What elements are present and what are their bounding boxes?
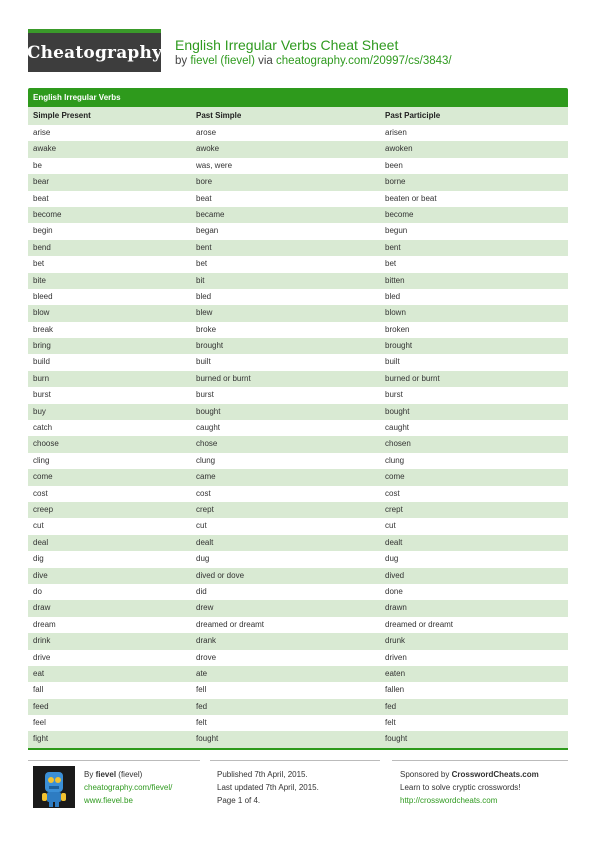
table-cell: awoken	[385, 144, 413, 154]
table-cell: arisen	[385, 128, 407, 137]
table-row	[28, 191, 568, 207]
table-cell: blew	[196, 308, 213, 318]
sponsor-tagline: Learn to solve cryptic crosswords!	[400, 783, 521, 792]
table-cell: blown	[385, 308, 406, 318]
table-header-row	[28, 107, 568, 125]
footer-author	[84, 768, 172, 807]
table-row	[28, 535, 568, 551]
table-cell: blow	[33, 308, 50, 318]
table-cell: fallen	[385, 685, 405, 695]
table-cell: dig	[33, 554, 44, 564]
table-cell: felt	[196, 718, 207, 728]
footer-author-name: fievel	[95, 770, 117, 779]
table-row	[28, 469, 568, 485]
table-cell: fought	[385, 734, 408, 744]
footer-divider	[210, 760, 380, 761]
table-row	[28, 404, 568, 420]
via-text: via	[258, 55, 273, 67]
table-cell: crept	[196, 504, 214, 514]
footer-sponsor	[400, 768, 539, 807]
table-cell: dive	[33, 570, 48, 580]
table-cell: drew	[196, 603, 214, 613]
column-header: Past Participle	[385, 111, 441, 120]
table-cell: clung	[385, 455, 405, 465]
table-cell: ate	[196, 668, 208, 678]
table-row	[28, 207, 568, 223]
table-cell: felt	[385, 718, 396, 728]
footer-dates	[217, 768, 319, 807]
table-cell: drunk	[385, 636, 406, 646]
verbs-table	[28, 88, 568, 750]
table-row	[28, 305, 568, 321]
table-row	[28, 338, 568, 354]
table-cell: bear	[33, 177, 50, 187]
table-row	[28, 518, 568, 534]
table-cell: dealt	[385, 537, 403, 547]
table-cell: be	[33, 160, 42, 170]
footer-author-paren: (fievel)	[118, 770, 143, 779]
table-cell: bet	[196, 259, 208, 269]
table-cell: choose	[33, 439, 59, 449]
table-row	[28, 240, 568, 256]
table-cell: cut	[196, 521, 207, 531]
table-cell: cling	[33, 455, 50, 465]
table-row	[28, 273, 568, 289]
table-row	[28, 371, 568, 387]
table-row	[28, 125, 568, 141]
table-row	[28, 420, 568, 436]
table-cell: dived	[385, 570, 405, 580]
table-bottom-rule	[28, 748, 568, 750]
table-row	[28, 699, 568, 715]
sponsor-name: CrosswordCheats.com	[451, 770, 539, 779]
table-cell: become	[33, 209, 62, 219]
table-row	[28, 387, 568, 403]
table-row	[28, 174, 568, 190]
table-cell: creep	[33, 504, 54, 514]
table-row	[28, 551, 568, 567]
table-cell: build	[33, 357, 50, 367]
table-cell: beat	[33, 193, 49, 203]
table-cell: built	[196, 357, 211, 367]
author-link[interactable]: fievel (fievel)	[190, 55, 255, 67]
website-link[interactable]: www.fievel.be	[84, 796, 133, 805]
table-cell: bite	[33, 275, 46, 285]
table-cell: fed	[196, 701, 208, 711]
table-cell: driven	[385, 652, 407, 662]
table-row	[28, 502, 568, 518]
published-date: Published 7th April, 2015.	[217, 770, 308, 779]
table-cell: bought	[385, 406, 410, 416]
table-row	[28, 256, 568, 272]
table-row	[28, 141, 568, 157]
table-cell: cost	[196, 488, 211, 498]
table-cell: come	[385, 472, 405, 482]
table-cell: become	[385, 209, 414, 219]
table-cell: been	[385, 160, 403, 170]
table-cell: drove	[196, 652, 217, 662]
table-cell: bitten	[385, 275, 405, 285]
table-cell: fight	[33, 734, 49, 744]
footer-by-label: By	[84, 770, 94, 779]
table-cell: feel	[33, 718, 46, 728]
table-cell: became	[196, 209, 225, 219]
table-cell: burn	[33, 373, 50, 383]
table-cell: done	[385, 586, 403, 596]
table-row	[28, 289, 568, 305]
byline	[175, 55, 452, 67]
table-cell: drive	[33, 652, 51, 662]
table-cell: bleed	[33, 291, 53, 301]
logo-text: Cheatography	[26, 42, 163, 63]
table-cell: bring	[33, 341, 51, 351]
table-row	[28, 453, 568, 469]
by-prefix: by	[175, 55, 188, 67]
table-cell: catch	[33, 423, 53, 433]
column-header: Simple Present	[33, 111, 91, 120]
table-cell: bend	[33, 242, 51, 252]
table-cell: crept	[385, 504, 403, 514]
table-cell: break	[33, 324, 54, 334]
table-row	[28, 354, 568, 370]
table-cell: bled	[385, 291, 401, 301]
table-cell: burst	[196, 390, 214, 400]
table-row	[28, 617, 568, 633]
page-number: Page 1 of 4.	[217, 796, 261, 805]
table-cell: beaten or beat	[385, 193, 437, 203]
table-row	[28, 436, 568, 452]
table-row	[28, 666, 568, 682]
table-cell: bent	[196, 242, 212, 252]
table-cell: burst	[385, 390, 403, 400]
table-cell: feed	[33, 701, 49, 711]
table-row	[28, 158, 568, 174]
table-cell: dream	[33, 619, 56, 629]
footer-divider	[28, 760, 200, 761]
table-cell: began	[196, 226, 219, 236]
table-cell: chosen	[385, 439, 411, 449]
table-cell: cost	[33, 488, 48, 498]
table-row	[28, 486, 568, 502]
table-cell: drink	[33, 636, 51, 646]
table-row	[28, 682, 568, 698]
table-row	[28, 731, 568, 747]
table-cell: cost	[385, 488, 400, 498]
table-cell: dreamed or dreamt	[196, 619, 265, 629]
table-row	[28, 715, 568, 731]
updated-date: Last updated 7th April, 2015.	[217, 783, 319, 792]
table-cell: dreamed or dreamt	[385, 619, 454, 629]
table-cell: burned or burnt	[385, 373, 440, 383]
robot-avatar-icon	[33, 766, 75, 808]
table-cell: come	[33, 472, 53, 482]
table-cell: burst	[33, 390, 51, 400]
table-cell: arose	[196, 128, 217, 137]
table-cell: arise	[33, 128, 51, 137]
sheet-url-link[interactable]: cheatography.com/20997/cs/3843/	[276, 55, 452, 67]
table-cell: did	[196, 586, 207, 596]
table-body	[28, 125, 568, 748]
table-cell: awake	[33, 144, 57, 154]
author-avatar	[33, 766, 75, 808]
table-row	[28, 584, 568, 600]
table-cell: built	[385, 357, 400, 367]
table-cell: fought	[196, 734, 219, 744]
table-cell: eaten	[385, 668, 406, 678]
table-cell: dug	[196, 554, 210, 564]
table-cell: chose	[196, 439, 218, 449]
cheatography-logo[interactable]	[28, 29, 161, 72]
table-cell: deal	[33, 537, 49, 547]
table-cell: fell	[196, 685, 207, 695]
table-cell: bent	[385, 242, 401, 252]
column-header: Past Simple	[196, 111, 242, 120]
table-cell: drawn	[385, 603, 407, 613]
table-cell: fall	[33, 685, 44, 695]
section-title: English Irregular Verbs	[28, 88, 568, 107]
table-cell: begun	[385, 226, 408, 236]
table-row	[28, 600, 568, 616]
table-cell: caught	[196, 423, 221, 433]
footer-divider	[392, 760, 568, 761]
table-cell: do	[33, 586, 42, 596]
table-cell: buy	[33, 406, 46, 416]
table-cell: beat	[196, 193, 212, 203]
table-cell: bled	[196, 291, 212, 301]
table-cell: broken	[385, 324, 410, 334]
table-cell: bought	[196, 406, 221, 416]
table-cell: begin	[33, 226, 53, 236]
table-cell: dived or dove	[196, 570, 245, 580]
table-cell: was, were	[196, 160, 233, 170]
table-cell: bet	[33, 259, 45, 269]
table-row	[28, 650, 568, 666]
table-cell: cut	[385, 521, 396, 531]
table-cell: brought	[385, 341, 413, 351]
profile-link[interactable]: cheatography.com/fievel/	[84, 783, 173, 792]
table-row	[28, 322, 568, 338]
table-cell: clung	[196, 455, 216, 465]
table-cell: dug	[385, 554, 399, 564]
sponsor-link[interactable]: http://crosswordcheats.com	[400, 796, 498, 805]
table-cell: eat	[33, 668, 45, 678]
table-cell: bore	[196, 177, 213, 187]
table-row	[28, 223, 568, 239]
table-cell: dealt	[196, 537, 214, 547]
table-cell: broke	[196, 324, 217, 334]
page-title: English Irregular Verbs Cheat Sheet	[175, 37, 399, 53]
table-cell: awoke	[196, 144, 220, 154]
table-cell: cut	[33, 521, 44, 531]
table-cell: fed	[385, 701, 397, 711]
table-cell: draw	[33, 603, 51, 613]
table-row	[28, 633, 568, 649]
table-cell: caught	[385, 423, 410, 433]
header	[175, 37, 452, 67]
table-cell: brought	[196, 341, 224, 351]
table-cell: burned or burnt	[196, 373, 251, 383]
sponsor-prefix: Sponsored by	[400, 770, 450, 779]
table-cell: bit	[196, 275, 205, 285]
table-cell: bet	[385, 259, 397, 269]
table-cell: drank	[196, 636, 217, 646]
table-cell: borne	[385, 177, 406, 187]
table-cell: came	[196, 472, 216, 482]
table-row	[28, 568, 568, 584]
